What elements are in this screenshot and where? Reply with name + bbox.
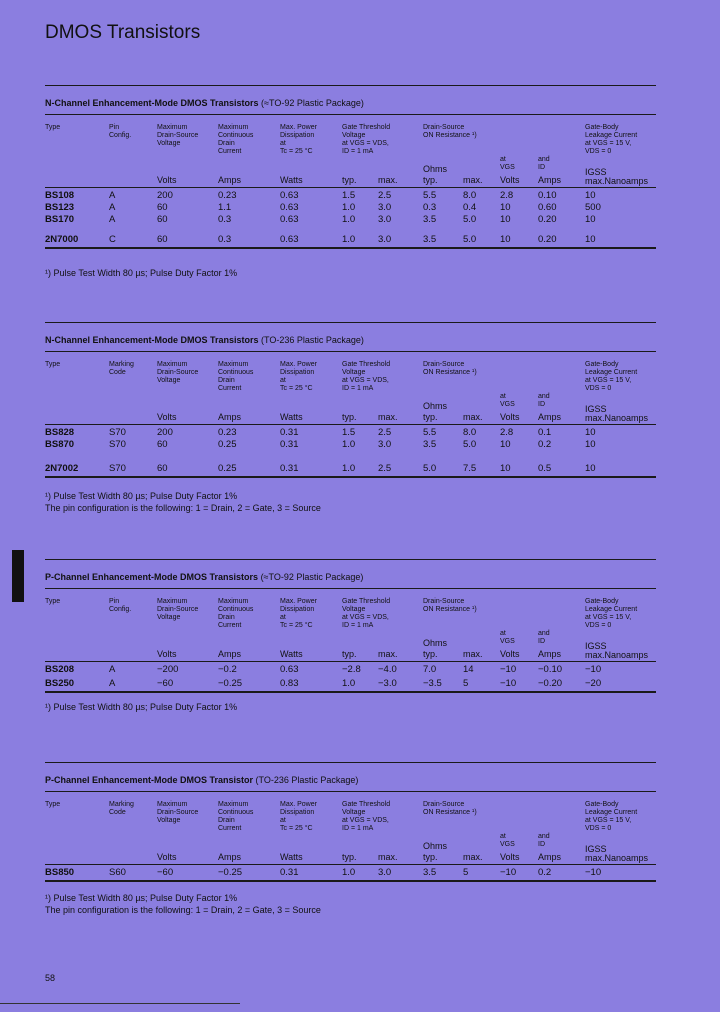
- unit-label: typ.: [423, 412, 438, 422]
- table-cell: 1.0: [342, 234, 356, 245]
- table-cell: −200: [157, 664, 179, 675]
- table-cell: 3.5: [423, 234, 437, 245]
- column-header: Type: [45, 598, 61, 605]
- unit-label: typ.: [342, 175, 357, 185]
- table-cell: 3.5: [423, 439, 437, 450]
- footnote: ¹) Pulse Test Width 80 µs; Pulse Duty Factor 1%: [45, 268, 238, 278]
- unit-label: Watts: [280, 412, 303, 422]
- row-type: BS828: [45, 427, 75, 438]
- table-cell: 10: [500, 234, 511, 245]
- table-cell: 3.5: [423, 867, 437, 878]
- unit-label: max.: [463, 412, 483, 422]
- section-title-package: (TO-236 Plastic Package): [255, 775, 359, 785]
- table-cell: 0.63: [280, 214, 299, 225]
- unit-upper-label: and ID: [538, 630, 550, 645]
- table-cell: −60: [157, 867, 174, 878]
- table-cell: 1.0: [342, 214, 356, 225]
- table-cell: 10: [585, 214, 596, 225]
- unit-label: Volts: [500, 649, 520, 659]
- section-top-rule: [45, 559, 656, 560]
- section-top-rule: [45, 762, 656, 763]
- table-cell: 0.4: [463, 202, 477, 213]
- unit-upper-label: and ID: [538, 833, 550, 848]
- table-cell: A: [109, 678, 116, 689]
- table-cell: 0.3: [218, 234, 232, 245]
- column-header: Gate Threshold Voltage at VGS = VDS, ID = 1 mA: [342, 598, 391, 629]
- table-cell: −3.0: [378, 678, 397, 689]
- table-cell: S70: [109, 439, 126, 450]
- table-cell: −20: [585, 678, 602, 689]
- unit-label: Amps: [218, 649, 242, 659]
- table-cell: 1.0: [342, 678, 356, 689]
- table-cell: 2.5: [378, 427, 392, 438]
- unit-label: max.: [463, 852, 483, 862]
- column-header: Gate Threshold Voltage at VGS = VDS, ID = 1 mA: [342, 801, 391, 832]
- column-header: Pin Config.: [109, 124, 132, 139]
- column-header: Maximum Drain-Source Voltage: [157, 801, 199, 824]
- table-cell: 0.31: [280, 463, 299, 474]
- section-title-rule: [45, 351, 656, 352]
- table-cell: 3.0: [378, 202, 392, 213]
- column-header: Drain-Source ON Resistance ¹): [423, 124, 477, 139]
- unit-label: Amps: [538, 649, 562, 659]
- unit-label: Watts: [280, 649, 303, 659]
- table-cell: 5: [463, 867, 469, 878]
- table-cell: 0.63: [280, 190, 299, 201]
- column-header: Type: [45, 124, 61, 131]
- table-cell: 0.23: [218, 190, 237, 201]
- section-title: [45, 98, 364, 108]
- unit-label: IGSS max.Nanoamps: [585, 404, 649, 423]
- unit-upper-label: at VGS: [500, 833, 515, 848]
- unit-label: Volts: [157, 649, 177, 659]
- units-rule: [45, 424, 656, 425]
- page-title: DMOS Transistors: [45, 22, 201, 43]
- table-cell: 2.8: [500, 427, 514, 438]
- table-cell: −4.0: [378, 664, 397, 675]
- section-title-bold: N-Channel Enhancement-Mode DMOS Transistors: [45, 98, 259, 108]
- table-cell: S70: [109, 427, 126, 438]
- row-type: 2N7002: [45, 463, 79, 474]
- column-header: Gate-Body Leakage Current at VGS = 15 V, VDS = 0: [585, 124, 638, 155]
- table-cell: −0.20: [538, 678, 563, 689]
- table-cell: 1.0: [342, 463, 356, 474]
- table-cell: −0.25: [218, 867, 243, 878]
- table-cell: 200: [157, 427, 173, 438]
- unit-label: typ.: [342, 852, 357, 862]
- column-header: Maximum Continuous Drain Current: [218, 361, 254, 392]
- table-cell: 1.5: [342, 190, 356, 201]
- unit-label: IGSS max.Nanoamps: [585, 167, 649, 186]
- section-title: [45, 335, 364, 345]
- unit-label: Volts: [157, 175, 177, 185]
- column-header: Pin Config.: [109, 598, 132, 613]
- table-cell: 0.1: [538, 427, 552, 438]
- column-header: Maximum Drain-Source Voltage: [157, 124, 199, 147]
- unit-label: max.: [378, 852, 398, 862]
- table-cell: 3.0: [378, 234, 392, 245]
- table-cell: A: [109, 190, 116, 201]
- table-cell: 0.31: [280, 427, 299, 438]
- unit-label: Amps: [538, 175, 562, 185]
- table-cell: 60: [157, 439, 168, 450]
- section-title-package: (≈TO-92 Plastic Package): [261, 98, 364, 108]
- column-header: Type: [45, 801, 61, 808]
- table-cell: −10: [500, 678, 517, 689]
- table-cell: 5.0: [463, 234, 477, 245]
- section-title-rule: [45, 791, 656, 792]
- table-cell: 10: [585, 190, 596, 201]
- units-rule: [45, 864, 656, 865]
- column-header: Drain-Source ON Resistance ¹): [423, 361, 477, 376]
- section-title-bold: P-Channel Enhancement-Mode DMOS Transistors: [45, 572, 259, 582]
- table-cell: 0.20: [538, 214, 557, 225]
- table-cell: 60: [157, 202, 168, 213]
- table-cell: 0.3: [423, 202, 437, 213]
- unit-upper-label: Ohms: [423, 401, 448, 411]
- table-cell: 10: [500, 214, 511, 225]
- table-cell: 10: [585, 427, 596, 438]
- table-cell: 5.0: [463, 214, 477, 225]
- footnote: ¹) Pulse Test Width 80 µs; Pulse Duty Factor 1%: [45, 702, 238, 712]
- table-cell: 1.0: [342, 202, 356, 213]
- section-title-bold: P-Channel Enhancement-Mode DMOS Transistor: [45, 775, 254, 785]
- unit-label: max.: [463, 175, 483, 185]
- row-type: BS870: [45, 439, 75, 450]
- table-cell: 200: [157, 190, 173, 201]
- footnote: The pin configuration is the following: 1 = Drain, 2 = Gate, 3 = Source: [45, 503, 321, 513]
- table-cell: 10: [585, 463, 596, 474]
- section-top-rule: [45, 322, 656, 323]
- unit-label: typ.: [342, 412, 357, 422]
- table-cell: 0.5: [538, 463, 552, 474]
- column-header: Gate-Body Leakage Current at VGS = 15 V, VDS = 0: [585, 598, 638, 629]
- column-header: Drain-Source ON Resistance ¹): [423, 801, 477, 816]
- unit-label: Amps: [218, 412, 242, 422]
- table-cell: 0.23: [218, 427, 237, 438]
- table-cell: −10: [585, 664, 602, 675]
- table-cell: 0.31: [280, 439, 299, 450]
- page-number: 58: [45, 973, 56, 983]
- unit-label: Volts: [157, 412, 177, 422]
- column-header: Max. Power Dissipation at Tc = 25 °C: [280, 801, 317, 832]
- table-cell: 5: [463, 678, 469, 689]
- table-cell: −60: [157, 678, 174, 689]
- table-cell: 5.5: [423, 427, 437, 438]
- section-bottom-rule: [45, 476, 656, 478]
- column-header: Type: [45, 361, 61, 368]
- unit-upper-label: at VGS: [500, 156, 515, 171]
- table-cell: 60: [157, 214, 168, 225]
- table-cell: 0.25: [218, 439, 237, 450]
- footnote: ¹) Pulse Test Width 80 µs; Pulse Duty Factor 1%: [45, 893, 238, 903]
- table-cell: A: [109, 664, 116, 675]
- unit-label: Volts: [157, 852, 177, 862]
- section-title-package: (TO-236 Plastic Package): [261, 335, 364, 345]
- table-cell: −0.10: [538, 664, 563, 675]
- unit-label: Amps: [538, 412, 562, 422]
- column-header: Max. Power Dissipation at Tc = 25 °C: [280, 124, 317, 155]
- column-header: Marking Code: [109, 801, 134, 816]
- unit-label: Volts: [500, 852, 520, 862]
- table-cell: 5.0: [463, 439, 477, 450]
- footnote: ¹) Pulse Test Width 80 µs; Pulse Duty Factor 1%: [45, 491, 238, 501]
- section-tab-marker: [12, 550, 24, 602]
- unit-upper-label: at VGS: [500, 630, 515, 645]
- section-bottom-rule: [45, 880, 656, 882]
- unit-label: Amps: [218, 852, 242, 862]
- table-cell: A: [109, 214, 116, 225]
- row-type: BS108: [45, 190, 75, 201]
- unit-upper-label: and ID: [538, 156, 550, 171]
- column-header: Drain-Source ON Resistance ¹): [423, 598, 477, 613]
- footnote: The pin configuration is the following: 1 = Drain, 2 = Gate, 3 = Source: [45, 905, 321, 915]
- unit-upper-label: Ohms: [423, 841, 448, 851]
- section-title: [45, 775, 358, 785]
- table-cell: 0.3: [218, 214, 232, 225]
- table-cell: 7.5: [463, 463, 477, 474]
- footer-rule: [0, 1003, 240, 1004]
- section-title-rule: [45, 114, 656, 115]
- table-cell: 2.5: [378, 463, 392, 474]
- table-cell: 1.0: [342, 439, 356, 450]
- unit-label: Watts: [280, 852, 303, 862]
- unit-label: Watts: [280, 175, 303, 185]
- units-rule: [45, 187, 656, 188]
- row-type: BS170: [45, 214, 75, 225]
- section-bottom-rule: [45, 691, 656, 693]
- table-cell: 3.0: [378, 214, 392, 225]
- table-cell: 60: [157, 234, 168, 245]
- unit-label: IGSS max.Nanoamps: [585, 844, 649, 863]
- table-cell: 7.0: [423, 664, 437, 675]
- table-cell: 10: [585, 234, 596, 245]
- table-cell: −0.2: [218, 664, 237, 675]
- row-type: BS123: [45, 202, 75, 213]
- table-cell: 1.5: [342, 427, 356, 438]
- unit-label: IGSS max.Nanoamps: [585, 641, 649, 660]
- section-title: [45, 572, 363, 582]
- unit-label: Amps: [218, 175, 242, 185]
- row-type: BS208: [45, 664, 75, 675]
- table-cell: 1.0: [342, 867, 356, 878]
- column-header: Maximum Continuous Drain Current: [218, 598, 254, 629]
- table-cell: 0.63: [280, 234, 299, 245]
- table-cell: 3.0: [378, 439, 392, 450]
- table-cell: 0.20: [538, 234, 557, 245]
- column-header: Maximum Drain-Source Voltage: [157, 598, 199, 621]
- table-cell: A: [109, 202, 116, 213]
- unit-label: max.: [378, 412, 398, 422]
- table-cell: 10: [500, 463, 511, 474]
- column-header: Maximum Drain-Source Voltage: [157, 361, 199, 384]
- table-cell: 14: [463, 664, 474, 675]
- table-cell: −0.25: [218, 678, 243, 689]
- unit-label: typ.: [423, 175, 438, 185]
- table-cell: 0.2: [538, 867, 552, 878]
- table-cell: 0.63: [280, 664, 299, 675]
- row-type: 2N7000: [45, 234, 79, 245]
- table-cell: −3.5: [423, 678, 442, 689]
- table-cell: S60: [109, 867, 126, 878]
- table-cell: −10: [500, 664, 517, 675]
- table-cell: 0.31: [280, 867, 299, 878]
- section-title-package: (≈TO-92 Plastic Package): [260, 572, 364, 582]
- column-header: Gate-Body Leakage Current at VGS = 15 V, VDS = 0: [585, 361, 638, 392]
- table-cell: 5.5: [423, 190, 437, 201]
- table-cell: 0.60: [538, 202, 557, 213]
- column-header: Gate-Body Leakage Current at VGS = 15 V, VDS = 0: [585, 801, 638, 832]
- units-rule: [45, 661, 656, 662]
- unit-upper-label: Ohms: [423, 164, 448, 174]
- column-header: Marking Code: [109, 361, 134, 376]
- column-header: Maximum Continuous Drain Current: [218, 124, 254, 155]
- table-cell: S70: [109, 463, 126, 474]
- unit-label: Volts: [500, 412, 520, 422]
- table-cell: 0.2: [538, 439, 552, 450]
- table-cell: 0.25: [218, 463, 237, 474]
- table-cell: 1.1: [218, 202, 232, 213]
- section-title-rule: [45, 588, 656, 589]
- table-cell: 10: [500, 202, 511, 213]
- table-cell: 0.83: [280, 678, 299, 689]
- unit-upper-label: at VGS: [500, 393, 515, 408]
- table-cell: C: [109, 234, 116, 245]
- column-header: Gate Threshold Voltage at VGS = VDS, ID = 1 mA: [342, 361, 391, 392]
- unit-label: Volts: [500, 175, 520, 185]
- column-header: Maximum Continuous Drain Current: [218, 801, 254, 832]
- table-cell: −10: [585, 867, 602, 878]
- unit-label: max.: [378, 175, 398, 185]
- table-cell: −10: [500, 867, 517, 878]
- table-cell: 8.0: [463, 427, 477, 438]
- unit-label: typ.: [423, 649, 438, 659]
- unit-label: Amps: [538, 852, 562, 862]
- table-cell: 0.10: [538, 190, 557, 201]
- unit-upper-label: Ohms: [423, 638, 448, 648]
- table-cell: 10: [585, 439, 596, 450]
- section-title-bold: N-Channel Enhancement-Mode DMOS Transistors: [45, 335, 259, 345]
- row-type: BS850: [45, 867, 75, 878]
- unit-upper-label: and ID: [538, 393, 550, 408]
- column-header: Max. Power Dissipation at Tc = 25 °C: [280, 598, 317, 629]
- row-type: BS250: [45, 678, 75, 689]
- unit-label: max.: [463, 649, 483, 659]
- table-cell: 0.63: [280, 202, 299, 213]
- column-header: Gate Threshold Voltage at VGS = VDS, ID = 1 mA: [342, 124, 391, 155]
- table-cell: 500: [585, 202, 601, 213]
- section-bottom-rule: [45, 247, 656, 249]
- table-cell: 60: [157, 463, 168, 474]
- table-cell: −2.8: [342, 664, 361, 675]
- unit-label: typ.: [423, 852, 438, 862]
- section-top-rule: [45, 85, 656, 86]
- table-cell: 3.5: [423, 214, 437, 225]
- table-cell: 2.5: [378, 190, 392, 201]
- table-cell: 10: [500, 439, 511, 450]
- unit-label: max.: [378, 649, 398, 659]
- table-cell: 8.0: [463, 190, 477, 201]
- table-cell: 2.8: [500, 190, 514, 201]
- table-cell: 3.0: [378, 867, 392, 878]
- table-cell: 5.0: [423, 463, 437, 474]
- unit-label: typ.: [342, 649, 357, 659]
- column-header: Max. Power Dissipation at Tc = 25 °C: [280, 361, 317, 392]
